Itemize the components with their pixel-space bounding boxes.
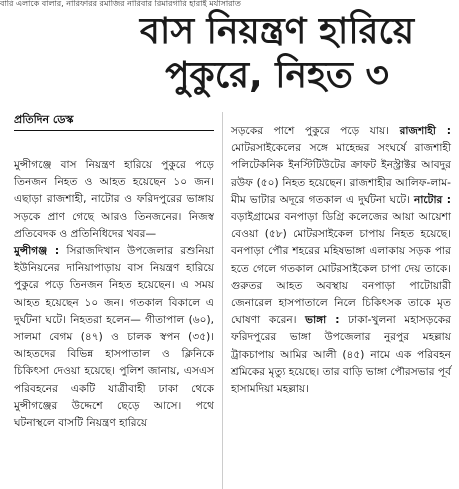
munshiganj-text: সিরাজদিখান উপজেলার রশুনিয়া ইউনিয়নের দানিয়াপাড়ায় বাস নিয়ন্ত্রণ হারিয়ে পুকুরে পড়ে তিনজন নিহত হয়েছেন। এ সময় আহত হয়েছেন ১০ জন। গতকাল বিকালে এ দুর্ঘটনা ঘটে। নিহতরা হলেন— গীতাপাল (৬০), সালমা বেগম (৪৭) ও চালক স্বপন (৩৫)। আহতদের বিভিন্ন হাসপাতাল ও ক্লিনিকে চিকিৎসা দেওয়া হয়েছে। পুলিশ জানায়, এসএস পরিবহনের একটি যাত্রীবাহী ঢাকা থেকে মুন্সীগঞ্জের উদ্দেশে ছেড়ে আসে। পথে ঘটনাস্থলে বাসটি নিয়ন্ত্রণ হারিয়ে [14, 245, 215, 430]
natore-dateline: নাটোর : [414, 193, 452, 206]
rajshahi-dateline: রাজশাহী : [399, 125, 451, 137]
previous-article-strip: বারি এলাকে বালার, নারিফারর রমাজির নারিবার রিমারগারি হারাই মর্যাসারাত [0, 0, 241, 8]
headline-line-1: বাস নিয়ন্ত্রণ হারিয়ে [139, 11, 415, 52]
rajshahi-text: মোটরসাইকেলের সঙ্গে মাহেন্দ্রর সংঘর্ষে রাজশাহী পলিটেকনিক ইনস্টিটিউটের ক্রাফট ইনস্ট্রাক্টর আবদুর রউফ (৫০) নিহত হয়েছেন। রাজশাহীর আলিফ-লাম-মীম ভাটার অদূরে গতকাল এ দুর্ঘটনা ঘটে। [231, 142, 451, 206]
munshiganj-paragraph [14, 243, 214, 432]
right-column [231, 123, 451, 398]
intro-paragraph: মুন্সীগঞ্জে বাস নিয়ন্ত্রণ হারিয়ে পুকুরে পড়ে তিনজন নিহত ও আহত হয়েছেন ১০ জন। এছাড়া রাজশাহী, নাটোর ও ফরিদপুরের ভাঙ্গায় সড়কে প্রাণ গেছে আরও তিনজনের। নিজস্ব প্রতিবেদক ও প্রতিনিধিদের খবর— [14, 159, 214, 240]
bhanga-dateline: ভাঙ্গা : [305, 314, 340, 327]
column-divider [222, 112, 223, 489]
natore-text: বড়াইগ্রামের বনপাড়া ডিগ্রি কলেজের আয়া আয়েশা বেওয়া (৫৮) মোটরসাইকেল চাপায় নিহত হয়েছে। বনপাড়া পৌর শহরের মহিষভাঙ্গা এলাকায় সড়ক পার হতে গেলে গতকাল মোটরসাইকেল চাপা দেয় তাকে। গুরুতর আহত অবস্থায় বনপাড়া পাটোয়ারী জেনারেল হাসপাতালে নিলে চিকিৎসক তাকে মৃত ঘোষণা করেন। [231, 211, 451, 327]
desk-byline: প্রতিদিন ডেস্ক [14, 112, 214, 131]
bhanga-text: ঢাকা-খুলনা মহাসড়কের ফরিদপুরের ভাঙ্গা উপজেলার নুরপুর মহল্লায় ট্রাকচাপায় আমির আলী (৪৫) নামে এক পরিবহন শ্রমিকের মৃত্যু হয়েছে। তার বাড়ি ভাঙ্গা পৌরসভার পূর্ব হাসামদিয়া মহল্লায়। [231, 314, 451, 396]
continued-text: সড়কের পাশে পুকুরে পড়ে যায়। [231, 125, 400, 137]
munshiganj-dateline: মুন্সীগঞ্জ : [14, 245, 60, 258]
headline-line-2: পুকুরে, নিহত ৩ [165, 55, 389, 96]
left-column [14, 112, 214, 432]
right-column-body [231, 123, 451, 398]
headline [95, 10, 459, 98]
